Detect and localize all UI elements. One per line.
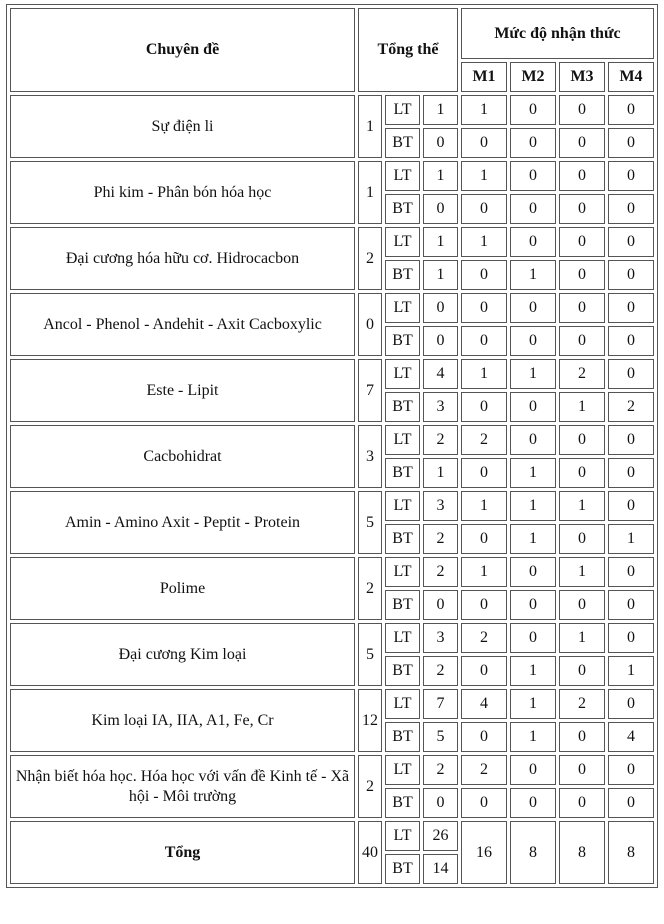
bt-m2-value: 0 bbox=[510, 788, 556, 818]
type-bt: BT bbox=[385, 722, 420, 752]
topic-header: Chuyên đề bbox=[10, 8, 355, 92]
type-bt: BT bbox=[385, 524, 420, 554]
lt-m3-value: 2 bbox=[559, 689, 605, 719]
bt-m3-value: 0 bbox=[559, 326, 605, 356]
lt-m1-value: 1 bbox=[461, 95, 507, 125]
topic-row-lt bbox=[10, 755, 654, 785]
lt-m1-value: 1 bbox=[461, 161, 507, 191]
type-lt: LT bbox=[385, 557, 420, 587]
grand-total-m3: 8 bbox=[559, 821, 605, 884]
topic-total: 2 bbox=[358, 557, 382, 620]
bt-m1-value: 0 bbox=[461, 590, 507, 620]
topic-row-lt bbox=[10, 491, 654, 521]
type-bt: BT bbox=[385, 128, 420, 158]
lt-count: 4 bbox=[423, 359, 458, 389]
level-header: Mức độ nhận thức bbox=[461, 8, 654, 59]
topic-name: Nhận biết hóa học. Hóa học với vấn đề Kinh tế - Xã hội - Môi trường bbox=[10, 755, 355, 818]
type-bt: BT bbox=[385, 788, 420, 818]
lt-m2-value: 1 bbox=[510, 491, 556, 521]
bt-m4-value: 0 bbox=[608, 326, 654, 356]
lt-m3-value: 0 bbox=[559, 755, 605, 785]
bt-m3-value: 0 bbox=[559, 722, 605, 752]
level-m1-header: M1 bbox=[461, 62, 507, 92]
type-lt: LT bbox=[385, 755, 420, 785]
bt-m2-value: 1 bbox=[510, 260, 556, 290]
bt-count: 1 bbox=[423, 458, 458, 488]
lt-m1-value: 0 bbox=[461, 293, 507, 323]
bt-m4-value: 1 bbox=[608, 524, 654, 554]
topic-name: Kim loại IA, IIA, A1, Fe, Cr bbox=[10, 689, 355, 752]
type-lt: LT bbox=[385, 161, 420, 191]
lt-m3-value: 1 bbox=[559, 623, 605, 653]
type-lt: LT bbox=[385, 425, 420, 455]
topic-name: Este - Lipit bbox=[10, 359, 355, 422]
table-body bbox=[10, 95, 654, 818]
bt-m1-value: 0 bbox=[461, 722, 507, 752]
bt-m1-value: 0 bbox=[461, 128, 507, 158]
topic-name: Amin - Amino Axit - Peptit - Protein bbox=[10, 491, 355, 554]
bt-m4-value: 0 bbox=[608, 788, 654, 818]
topic-total: 2 bbox=[358, 227, 382, 290]
bt-m4-value: 0 bbox=[608, 128, 654, 158]
type-lt: LT bbox=[385, 689, 420, 719]
lt-m2-value: 0 bbox=[510, 161, 556, 191]
bt-m3-value: 0 bbox=[559, 128, 605, 158]
cognitive-level-matrix-table bbox=[6, 4, 658, 888]
topic-row-lt bbox=[10, 557, 654, 587]
type-lt: LT bbox=[385, 227, 420, 257]
type-bt: BT bbox=[385, 392, 420, 422]
bt-m2-value: 1 bbox=[510, 656, 556, 686]
lt-m2-value: 0 bbox=[510, 755, 556, 785]
lt-m3-value: 0 bbox=[559, 227, 605, 257]
topic-total: 3 bbox=[358, 425, 382, 488]
lt-count: 3 bbox=[423, 623, 458, 653]
topic-name: Phi kim - Phân bón hóa học bbox=[10, 161, 355, 224]
lt-m3-value: 0 bbox=[559, 95, 605, 125]
type-bt: BT bbox=[385, 260, 420, 290]
bt-m2-value: 0 bbox=[510, 392, 556, 422]
bt-count: 0 bbox=[423, 128, 458, 158]
topic-row-lt bbox=[10, 95, 654, 125]
lt-m1-value: 2 bbox=[461, 623, 507, 653]
level-m3-header: M3 bbox=[559, 62, 605, 92]
bt-count: 0 bbox=[423, 326, 458, 356]
bt-m4-value: 2 bbox=[608, 392, 654, 422]
bt-m2-value: 1 bbox=[510, 524, 556, 554]
lt-m2-value: 0 bbox=[510, 95, 556, 125]
lt-m4-value: 0 bbox=[608, 689, 654, 719]
lt-m4-value: 0 bbox=[608, 491, 654, 521]
lt-m4-value: 0 bbox=[608, 755, 654, 785]
grand-total-m4: 8 bbox=[608, 821, 654, 884]
lt-m3-value: 0 bbox=[559, 293, 605, 323]
level-m2-header: M2 bbox=[510, 62, 556, 92]
bt-count: 0 bbox=[423, 590, 458, 620]
topic-total: 0 bbox=[358, 293, 382, 356]
lt-m3-value: 0 bbox=[559, 425, 605, 455]
bt-m2-value: 0 bbox=[510, 326, 556, 356]
bt-m4-value: 0 bbox=[608, 590, 654, 620]
bt-count: 2 bbox=[423, 524, 458, 554]
topic-name: Đại cương Kim loại bbox=[10, 623, 355, 686]
bt-m1-value: 0 bbox=[461, 656, 507, 686]
topic-name: Cacbohidrat bbox=[10, 425, 355, 488]
grand-total-bt-type: BT bbox=[385, 854, 420, 884]
lt-m1-value: 4 bbox=[461, 689, 507, 719]
topic-row-lt bbox=[10, 293, 654, 323]
bt-m2-value: 1 bbox=[510, 722, 556, 752]
bt-count: 3 bbox=[423, 392, 458, 422]
lt-count: 1 bbox=[423, 161, 458, 191]
grand-total-m1: 16 bbox=[461, 821, 507, 884]
bt-count: 2 bbox=[423, 656, 458, 686]
total-header: Tổng thể bbox=[358, 8, 458, 92]
lt-m3-value: 0 bbox=[559, 161, 605, 191]
topic-total: 1 bbox=[358, 161, 382, 224]
type-lt: LT bbox=[385, 359, 420, 389]
bt-m3-value: 0 bbox=[559, 590, 605, 620]
bt-m4-value: 4 bbox=[608, 722, 654, 752]
lt-m3-value: 1 bbox=[559, 557, 605, 587]
grand-total-m2: 8 bbox=[510, 821, 556, 884]
level-m4-header: M4 bbox=[608, 62, 654, 92]
lt-m1-value: 1 bbox=[461, 359, 507, 389]
bt-m4-value: 0 bbox=[608, 458, 654, 488]
bt-m1-value: 0 bbox=[461, 458, 507, 488]
bt-m2-value: 0 bbox=[510, 128, 556, 158]
bt-m1-value: 0 bbox=[461, 392, 507, 422]
bt-m4-value: 0 bbox=[608, 260, 654, 290]
bt-m3-value: 0 bbox=[559, 524, 605, 554]
bt-m1-value: 0 bbox=[461, 260, 507, 290]
lt-count: 2 bbox=[423, 425, 458, 455]
bt-m1-value: 0 bbox=[461, 194, 507, 224]
topic-name: Sự điện li bbox=[10, 95, 355, 158]
bt-m2-value: 1 bbox=[510, 458, 556, 488]
type-bt: BT bbox=[385, 194, 420, 224]
type-lt: LT bbox=[385, 95, 420, 125]
lt-m4-value: 0 bbox=[608, 359, 654, 389]
topic-row-lt bbox=[10, 689, 654, 719]
topic-name: Ancol - Phenol - Andehit - Axit Cacboxylic bbox=[10, 293, 355, 356]
lt-count: 3 bbox=[423, 491, 458, 521]
topic-total: 7 bbox=[358, 359, 382, 422]
type-lt: LT bbox=[385, 491, 420, 521]
table-header bbox=[10, 8, 654, 92]
lt-m4-value: 0 bbox=[608, 623, 654, 653]
bt-m1-value: 0 bbox=[461, 524, 507, 554]
bt-count: 1 bbox=[423, 260, 458, 290]
bt-m3-value: 1 bbox=[559, 392, 605, 422]
lt-m4-value: 0 bbox=[608, 293, 654, 323]
type-bt: BT bbox=[385, 458, 420, 488]
lt-m4-value: 0 bbox=[608, 425, 654, 455]
lt-count: 1 bbox=[423, 227, 458, 257]
bt-m3-value: 0 bbox=[559, 458, 605, 488]
type-lt: LT bbox=[385, 293, 420, 323]
lt-count: 1 bbox=[423, 95, 458, 125]
grand-total-value: 40 bbox=[358, 821, 382, 884]
bt-m3-value: 0 bbox=[559, 788, 605, 818]
topic-row-lt bbox=[10, 227, 654, 257]
lt-m1-value: 1 bbox=[461, 227, 507, 257]
bt-m2-value: 0 bbox=[510, 194, 556, 224]
bt-count: 0 bbox=[423, 788, 458, 818]
lt-m4-value: 0 bbox=[608, 227, 654, 257]
topic-name: Đại cương hóa hữu cơ. Hidrocacbon bbox=[10, 227, 355, 290]
topic-row-lt bbox=[10, 623, 654, 653]
lt-m4-value: 0 bbox=[608, 557, 654, 587]
topic-name: Polime bbox=[10, 557, 355, 620]
grand-total-lt-type: LT bbox=[385, 821, 420, 851]
lt-count: 7 bbox=[423, 689, 458, 719]
table-footer bbox=[10, 821, 654, 884]
bt-m3-value: 0 bbox=[559, 194, 605, 224]
lt-m2-value: 0 bbox=[510, 425, 556, 455]
topic-row-lt bbox=[10, 359, 654, 389]
lt-count: 2 bbox=[423, 755, 458, 785]
type-bt: BT bbox=[385, 656, 420, 686]
grand-total-label: Tổng bbox=[10, 821, 355, 884]
lt-m4-value: 0 bbox=[608, 95, 654, 125]
lt-m2-value: 0 bbox=[510, 293, 556, 323]
topic-row-lt bbox=[10, 161, 654, 191]
topic-total: 5 bbox=[358, 623, 382, 686]
bt-m3-value: 0 bbox=[559, 656, 605, 686]
bt-m4-value: 0 bbox=[608, 194, 654, 224]
lt-m2-value: 0 bbox=[510, 623, 556, 653]
bt-count: 0 bbox=[423, 194, 458, 224]
lt-m3-value: 1 bbox=[559, 491, 605, 521]
grand-total-lt-count: 26 bbox=[423, 821, 458, 851]
topic-row-lt bbox=[10, 425, 654, 455]
lt-m4-value: 0 bbox=[608, 161, 654, 191]
lt-m2-value: 0 bbox=[510, 557, 556, 587]
bt-m1-value: 0 bbox=[461, 326, 507, 356]
lt-count: 2 bbox=[423, 557, 458, 587]
type-bt: BT bbox=[385, 590, 420, 620]
type-bt: BT bbox=[385, 326, 420, 356]
bt-m3-value: 0 bbox=[559, 260, 605, 290]
bt-m1-value: 0 bbox=[461, 788, 507, 818]
bt-m2-value: 0 bbox=[510, 590, 556, 620]
lt-m1-value: 2 bbox=[461, 425, 507, 455]
lt-m1-value: 1 bbox=[461, 557, 507, 587]
lt-m2-value: 0 bbox=[510, 227, 556, 257]
bt-m4-value: 1 bbox=[608, 656, 654, 686]
lt-m2-value: 1 bbox=[510, 689, 556, 719]
topic-total: 5 bbox=[358, 491, 382, 554]
bt-count: 5 bbox=[423, 722, 458, 752]
grand-total-bt-count: 14 bbox=[423, 854, 458, 884]
lt-m1-value: 2 bbox=[461, 755, 507, 785]
lt-count: 0 bbox=[423, 293, 458, 323]
lt-m1-value: 1 bbox=[461, 491, 507, 521]
lt-m3-value: 2 bbox=[559, 359, 605, 389]
topic-total: 12 bbox=[358, 689, 382, 752]
lt-m2-value: 1 bbox=[510, 359, 556, 389]
topic-total: 2 bbox=[358, 755, 382, 818]
type-lt: LT bbox=[385, 623, 420, 653]
topic-total: 1 bbox=[358, 95, 382, 158]
